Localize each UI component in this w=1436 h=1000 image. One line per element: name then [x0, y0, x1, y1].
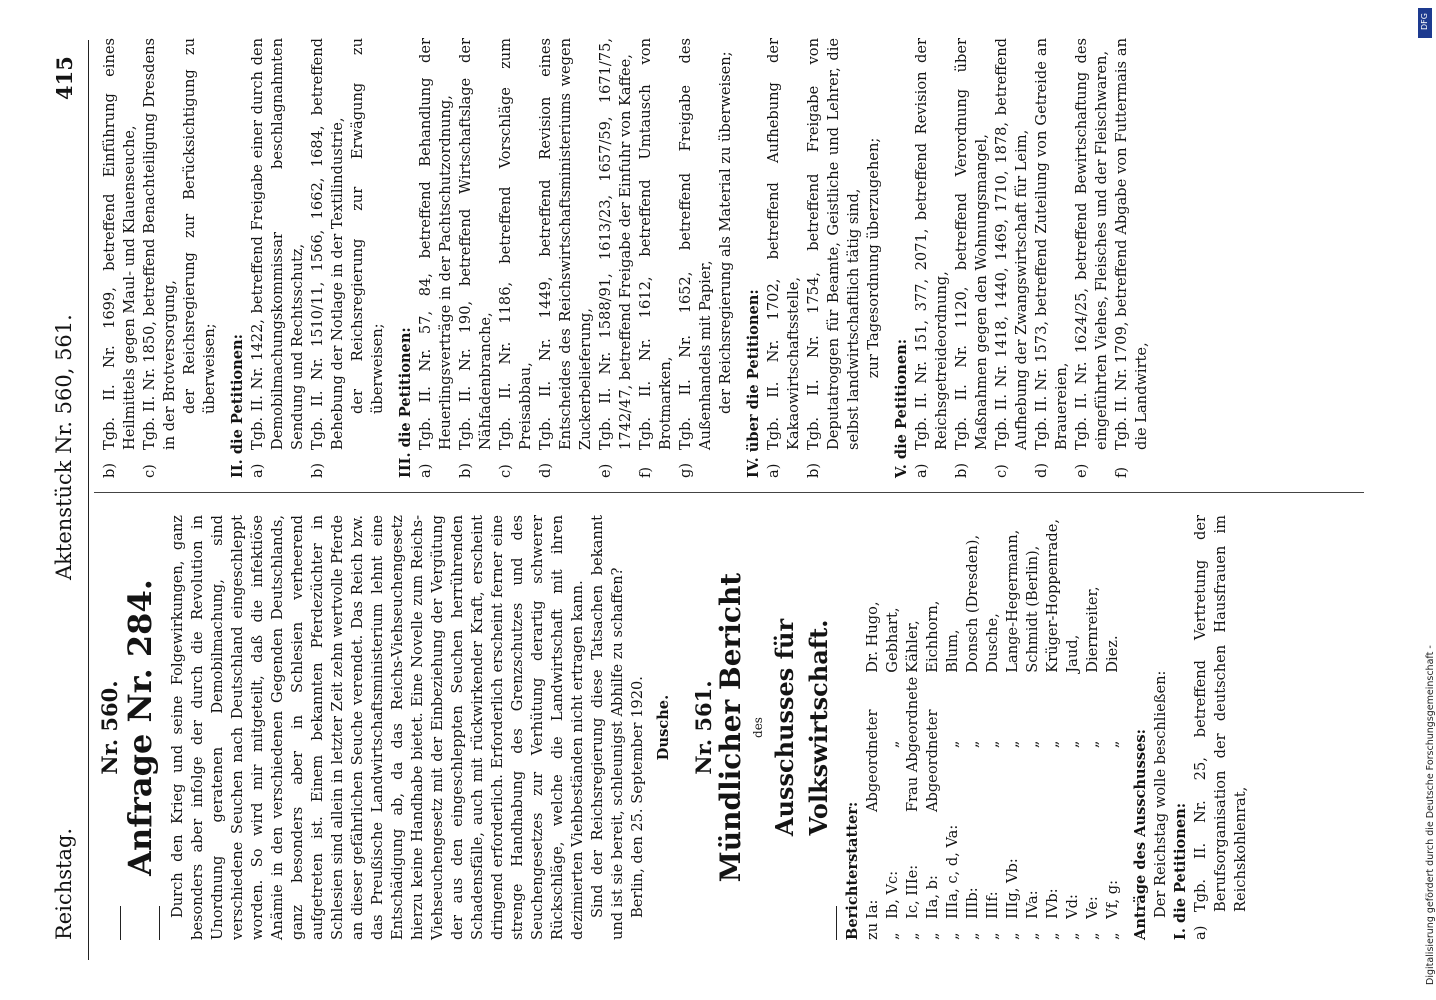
reporter-row	[983, 515, 1003, 940]
reporter-row	[863, 515, 883, 940]
reporter-title: „	[944, 740, 961, 749]
dfg-logo-text: DFG	[1420, 13, 1429, 30]
petition-text: Tgb. II. Nr. 1418, 1440, 1469, 1710, 1878, betreffend Aufhebung der Zwangswirtschaft für Leim,	[993, 38, 1030, 450]
petition-text: Tgb. II. Nr. 151, 377, 2071, betreffend Revision der Reichsgetreideordnung,	[913, 38, 950, 450]
doc561-title: Mündlicher Bericht	[714, 572, 747, 883]
doc560-number: Nr. 560.	[97, 680, 122, 775]
petition-2a: a) Tgb. II. Nr. 1422, betreffend Freigabe einer durch den Demobilmachungskommissar beschlagnahmten Sendung und Rechtsschutz,	[249, 38, 306, 478]
reporter-title: „	[1044, 740, 1061, 749]
petition-5e: e) Tgb. II. Nr. 1624/25, betreffend Bewirtschaftung des eingeführten Viehes, Fleisches und der Fleischwaren,	[1073, 38, 1110, 478]
reporter-row	[943, 515, 963, 940]
reporter-ref: Ve:	[1084, 896, 1101, 919]
section-5-heading: V. die Petitionen:	[893, 338, 910, 478]
reporters-heading: Berichterstatter:	[844, 801, 861, 940]
doc560-title: Anfrage Nr. 284.	[121, 579, 159, 876]
reporter-title: „	[964, 740, 981, 749]
petition-1a: a) Tgb. II. Nr. 25, betreffend Vertretung der Berufsorganisation der deutschen Hausfrauen im Reichskohlenrat,	[1192, 515, 1249, 940]
reporter-row	[1103, 515, 1123, 940]
reporter-title: „	[1084, 740, 1101, 749]
section-1-conclusion: der Reichsregierung zur Berücksichtigung zu überweisen;	[181, 38, 218, 414]
petition-3b: b) Tgb. II. Nr. 190, betreffend Wirtschaftslage der Nähfadenbranche,	[457, 38, 494, 478]
short-rule	[836, 906, 837, 940]
reporter-ref: IIIg, Vb:	[1004, 858, 1021, 919]
petition-5a: a) Tgb. II. Nr. 151, 377, 2071, betreffend Revision der Reichsgetreideordnung,	[913, 38, 950, 478]
petition-1b: b) Tgb. II. Nr. 1699, betreffend Einführung eines Heilmittels gegen Maul- und Klauenseuche,	[101, 38, 138, 478]
reporter-row	[903, 515, 923, 940]
reporter-prefix: „	[924, 932, 941, 940]
reporter-title: „	[1024, 740, 1041, 749]
petition-3d: d) Tgb. II. Nr. 1449, betreffend Revision eines Entscheides des Reichswirtschaftsministeriums wegen Zuckerbelieferung,	[537, 38, 594, 478]
section-4-conclusion: zur Tagesordnung überzugehen;	[865, 137, 882, 379]
petition-text: Tgb. II. Nr. 1510/11, 1566, 1662, 1684, betreffend Behebung der Notlage in der Textilindustrie,	[309, 38, 346, 450]
doc561-des: des	[751, 717, 765, 738]
petition-text: Tgb. II. Nr. 1120, betreffend Verordnung über Maßnahmen gegen den Wohnungsmangel,	[953, 38, 990, 450]
reporter-row	[1063, 515, 1083, 940]
reporter-prefix: „	[884, 932, 901, 940]
reporter-row	[1083, 515, 1103, 940]
petition-5d: d) Tgb. II. Nr. 1573, betreffend Zuteilung von Getreide an Brauereien,	[1033, 38, 1070, 478]
reporter-row	[1043, 515, 1063, 940]
petition-text: Tgb. II. Nr. 1422, betreffend Freigabe einer durch den Demobilmachungskommissar beschlagnahmten Sendung und Rechtsschutz,	[249, 38, 306, 450]
petition-5f: f) Tgb. II. Nr. 1709, betreffend Abgabe von Futtermais an die Landwirte,	[1113, 38, 1150, 478]
petition-3g: g) Tgb. II. Nr. 1652, betreffend Freigabe des Außenhandels mit Papier,	[677, 38, 714, 478]
reporter-name: Lange-Hegermann,	[1004, 529, 1021, 673]
petition-text: Tgb. II. Nr. 1702, betreffend Aufhebung der Kakaowirtschaftsstelle,	[765, 38, 802, 450]
petition-text: Tgb. II. Nr. 1612, betreffend Umtausch von Brotmarken,	[637, 38, 674, 450]
section-2-heading: II. die Petitionen:	[229, 334, 246, 478]
reporter-prefix: „	[984, 932, 1001, 940]
reporter-name: Donsch (Dresden),	[964, 534, 981, 673]
motions-intro: Der Reichstag wolle beschließen:	[1152, 670, 1169, 918]
petition-text: Tgb. II. Nr. 1186, betreffend Vorschläge zum Preisabbau,	[497, 38, 534, 450]
petition-text: Tgb. II. Nr. 1624/25, betreffend Bewirtschaftung des eingeführten Viehes, Fleisches und der Fleischwaren,	[1073, 38, 1110, 450]
reporter-title: „	[984, 740, 1001, 749]
reporter-ref: IVa:	[1024, 890, 1041, 919]
left-column	[97, 515, 1251, 940]
petition-3a: a) Tgb. II. Nr. 57, 84, betreffend Behandlung der Heuerlingsverträge in der Pachtschutzordnung,	[417, 38, 454, 478]
reporter-ref: Vf, g:	[1104, 879, 1121, 919]
reporter-title: „	[1004, 740, 1021, 749]
reporter-ref: Ib, Vc:	[884, 870, 901, 919]
reporter-ref: IVb:	[1044, 888, 1061, 919]
reporter-name: Krüger-Hoppenrade,	[1044, 519, 1061, 673]
petition-text: Tgb. II. Nr. 190, betreffend Wirtschaftslage der Nähfadenbranche,	[457, 38, 494, 450]
reporter-title: Abgeordneter	[924, 709, 941, 813]
column-divider	[94, 492, 1364, 493]
reporter-name: Diernreiter,	[1084, 586, 1101, 673]
reporter-row	[1003, 515, 1023, 940]
reporter-name: Dusche,	[984, 613, 1001, 673]
reporter-name: Diez.	[1104, 635, 1121, 673]
page-number: 415	[52, 56, 77, 100]
reporter-ref: Vd:	[1064, 894, 1081, 919]
petition-5b: b) Tgb. II. Nr. 1120, betreffend Verordnung über Maßnahmen gegen den Wohnungsmangel,	[953, 38, 990, 478]
reporter-ref: IIIb:	[964, 887, 981, 919]
reporter-row	[883, 515, 903, 940]
reporter-name: Jaud,	[1064, 634, 1081, 673]
header-left: Reichstag.	[52, 827, 76, 940]
petition-4b: b) Tgb. II. Nr. 1754, betreffend Freigabe von Deputatroggen für Beamte, Geistliche und Lehrer, die selbst landwirtschaftlich tätig sind,	[805, 38, 862, 478]
reporter-title: Frau Abgeordnete	[904, 676, 921, 813]
petition-text: Tgb. II. Nr. 1754, betreffend Freigabe von Deputatroggen für Beamte, Geistliche und Lehrer, die selbst landwirtschaftlich tätig sind,	[805, 38, 862, 450]
petition-text: Tgb. II. Nr. 1699, betreffend Einführung eines Heilmittels gegen Maul- und Klauenseuche,	[101, 38, 138, 450]
petition-3c: c) Tgb. II. Nr. 1186, betreffend Vorschläge zum Preisabbau,	[497, 38, 534, 478]
reporter-name: Kähler,	[904, 620, 921, 673]
reporter-prefix: „	[904, 932, 921, 940]
dfg-logo	[1418, 8, 1432, 38]
motions-heading: Anträge des Ausschusses:	[1132, 729, 1149, 940]
section-2-conclusion: der Reichsregierung zur Erwägung zu überweisen;	[349, 38, 386, 414]
reporter-ref: Ia:	[864, 899, 881, 919]
doc561-subtitle: Ausschusses für Volkswirtschaft.	[770, 618, 833, 837]
reporter-row	[1023, 515, 1043, 940]
reporter-row	[963, 515, 983, 940]
petition-4a: a) Tgb. II. Nr. 1702, betreffend Aufhebung der Kakaowirtschaftsstelle,	[765, 38, 802, 478]
reporter-title: Abgeordneter	[864, 709, 881, 813]
header-rule	[88, 40, 89, 960]
petition-text: Tgb. II. Nr. 1850, betreffend Benachteiligung Dresdens in der Brotversorgung,	[141, 38, 178, 450]
petition-text: Tgb. II. Nr. 25, betreffend Vertretung der Berufsorganisation der deutschen Hausfrauen im Reichskohlenrat,	[1192, 515, 1249, 912]
doc560-signature: Dusche.	[655, 694, 672, 761]
reporters-table	[863, 515, 1123, 940]
petition-text: Tgb. II. Nr. 1449, betreffend Revision eines Entscheides des Reichswirtschaftsministeriums wegen Zuckerbelieferung,	[537, 38, 594, 450]
reporter-prefix: „	[1024, 932, 1041, 940]
reporter-title: „	[884, 740, 901, 749]
doc560-body: Durch den Krieg und seine Folgewirkungen, ganz besonders aber infolge der durch die Revolution in Unordnung geratenen Demobilmachung, sind verschiedene Seuchen nach Deutschland eingeschleppt worden. So wird mir mitgeteilt, daß die infektiöse Anämie in den verschiedenen Gegenden Deutschlands, ganz besonders aber in Schlesien verheerend aufgetreten ist. Einem bekannten Pferdezüchter in Schlesien sind allein in letzter Zeit zehn wertvolle Pferde an dieser gefährlichen Seuche verendet. Das Reich bzw. das Preußische Landwirtschaftsministerium lehnt eine Entschädigung ab, da das Reichs-Viehseuchengesetz hierzu keine Handhabe bietet. Eine Novelle zum Reichs-Viehseuchengesetz mit der Einbeziehung der Vergütung der aus den eingeschleppten Seuchen herrührenden Schadensfälle, auch mit rückwirkender Kraft, erscheint dringend erforderlich. Erforderlich erscheint ferner eine strenge Handhabung des Grenzschutzes und des Seuchengesetzes zur Verhütung derartig schwerer Rückschläge, welche die Landwirtschaft mit ihren dezimierten Viehbeständen nicht ertragen kann.	[169, 515, 586, 940]
reporter-name: Eichhorn,	[924, 600, 941, 673]
petition-3e: e) Tgb. II. Nr. 1588/91, 1613/23, 1657/59, 1671/75, 1742/47, betreffend Freigabe der Einfuhr von Kaffee,	[597, 38, 634, 478]
petition-3f: f) Tgb. II. Nr. 1612, betreffend Umtausch von Brotmarken,	[637, 38, 674, 478]
reporter-prefix: zu	[864, 922, 881, 940]
reporter-ref: IIIf:	[984, 891, 1001, 919]
reporter-title: „	[1064, 740, 1081, 749]
reporter-prefix: „	[1044, 932, 1061, 940]
reporter-prefix: „	[1064, 932, 1081, 940]
reporter-title: „	[1104, 740, 1121, 749]
reporter-ref: Ic, IIIe:	[904, 864, 921, 919]
section-1-heading: I. die Petitionen:	[1172, 802, 1189, 940]
doc560-dateline: Berlin, den 25. September 1920.	[629, 676, 646, 918]
reporter-ref: IIa, b:	[924, 875, 941, 919]
reporter-name: Schmidt (Berlin),	[1024, 545, 1041, 673]
petition-text: Tgb. II. Nr. 1573, betreffend Zuteilung von Getreide an Brauereien,	[1033, 38, 1070, 450]
short-rule	[159, 906, 160, 940]
reporter-ref: IIIa, c, d, Va:	[944, 824, 961, 919]
right-column	[100, 38, 1152, 478]
reporter-name: Dr. Hugo,	[864, 601, 881, 673]
reporter-prefix: „	[1104, 932, 1121, 940]
reporter-prefix: „	[944, 932, 961, 940]
petition-text: Tgb. II. Nr. 1652, betreffend Freigabe des Außenhandels mit Papier,	[677, 38, 714, 450]
header-center: Aktenstück Nr. 560, 561.	[52, 314, 76, 580]
reporter-prefix: „	[964, 932, 981, 940]
section-3-heading: III. die Petitionen:	[397, 327, 414, 478]
petition-1c: c) Tgb. II. Nr. 1850, betreffend Benachteiligung Dresdens in der Brotversorgung,	[141, 38, 178, 478]
digitization-credit: Digitalisierung gefördert durch die Deutsche Forschungsgemeinschaft -	[1425, 645, 1436, 985]
reporter-name: Blum,	[944, 629, 961, 673]
reporter-row	[923, 515, 943, 940]
running-header	[52, 40, 84, 940]
reporter-prefix: „	[1084, 932, 1101, 940]
section-3-conclusion: der Reichsregierung als Material zu überweisen;	[717, 51, 734, 414]
petition-text: Tgb. II. Nr. 1588/91, 1613/23, 1657/59, 1671/75, 1742/47, betreffend Freigabe der Einfuhr von Kaffee,	[597, 38, 634, 450]
reporter-prefix: „	[1004, 932, 1021, 940]
doc561-number: Nr. 561.	[691, 680, 716, 775]
petition-5c: c) Tgb. II. Nr. 1418, 1440, 1469, 1710, 1878, betreffend Aufhebung der Zwangswirtschaft für Leim,	[993, 38, 1030, 478]
petition-text: Tgb. II. Nr. 1709, betreffend Abgabe von Futtermais an die Landwirte,	[1113, 38, 1150, 450]
petition-2b: b) Tgb. II. Nr. 1510/11, 1566, 1662, 1684, betreffend Behebung der Notlage in der Textilindustrie,	[309, 38, 346, 478]
petition-text: Tgb. II. Nr. 57, 84, betreffend Behandlung der Heuerlingsverträge in der Pachtschutzordnung,	[417, 38, 454, 450]
reporter-name: Gebhart,	[884, 607, 901, 673]
section-4-heading: IV. über die Petitionen:	[745, 289, 762, 478]
doc560-question: Sind der Reichsregierung diese Tatsachen bekannt und ist sie bereit, schleunigst Abhilfe zu schaffen?	[589, 515, 626, 940]
